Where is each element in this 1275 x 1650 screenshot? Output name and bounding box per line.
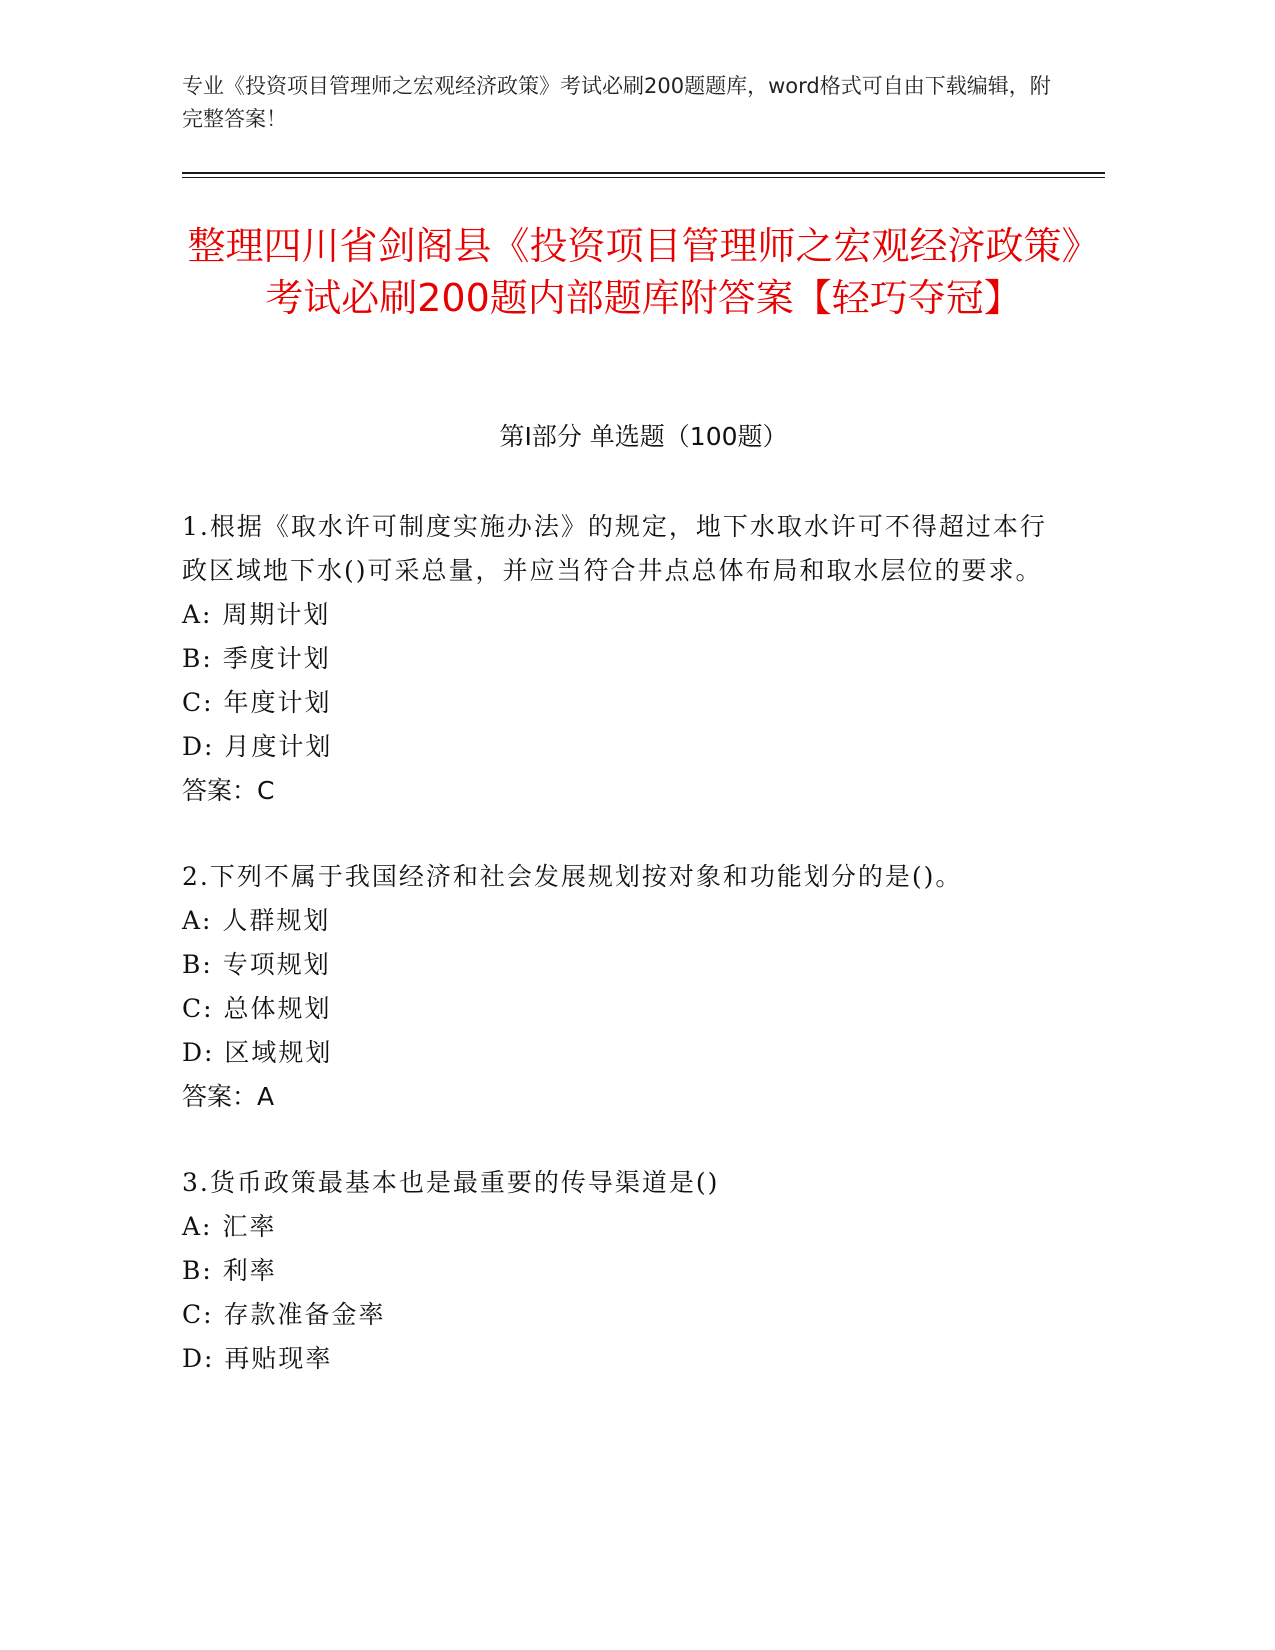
option-b: B: 利率: [182, 1256, 277, 1285]
answer: 答案：A: [182, 1082, 275, 1111]
question-stem: 1.根据《取水许可制度实施办法》的规定，地下水取水许可不得超过本行政区域地下水()可采总量，并应当符合井点总体布局和取水层位的要求。: [182, 512, 1047, 585]
question-1: [182, 505, 1062, 813]
section-heading: 第I部分 单选题（100题）: [499, 422, 788, 451]
option-a: A: 周期计划: [182, 600, 331, 629]
question-list: [182, 505, 1062, 1423]
option-c: C: 总体规划: [182, 994, 332, 1023]
option-d: D: 区域规划: [182, 1038, 333, 1067]
question-stem: 3.货币政策最基本也是最重要的传导渠道是(): [182, 1168, 720, 1197]
option-b: B: 季度计划: [182, 644, 331, 673]
option-b: B: 专项规划: [182, 950, 331, 979]
option-d: D: 月度计划: [182, 732, 333, 761]
question-2: [182, 855, 1062, 1119]
option-d: D: 再贴现率: [182, 1344, 333, 1373]
option-a: A: 汇率: [182, 1212, 277, 1241]
header-note: 专业《投资项目管理师之宏观经济政策》考试必刷200题题库，word格式可自由下载编辑，附完整答案！: [182, 74, 1051, 131]
option-c: C: 存款准备金率: [182, 1300, 386, 1329]
header-divider-thick: [182, 172, 1105, 174]
question-stem: 2.下列不属于我国经济和社会发展规划按对象和功能划分的是()。: [182, 862, 963, 891]
header-divider-thin: [182, 177, 1105, 178]
answer: 答案：C: [182, 776, 275, 805]
option-a: A: 人群规划: [182, 906, 331, 935]
question-3: [182, 1161, 1062, 1381]
document-title: 整理四川省剑阁县《投资项目管理师之宏观经济政策》考试必刷200题内部题库附答案【轻巧夺冠】: [187, 224, 1100, 320]
option-c: C: 年度计划: [182, 688, 332, 717]
